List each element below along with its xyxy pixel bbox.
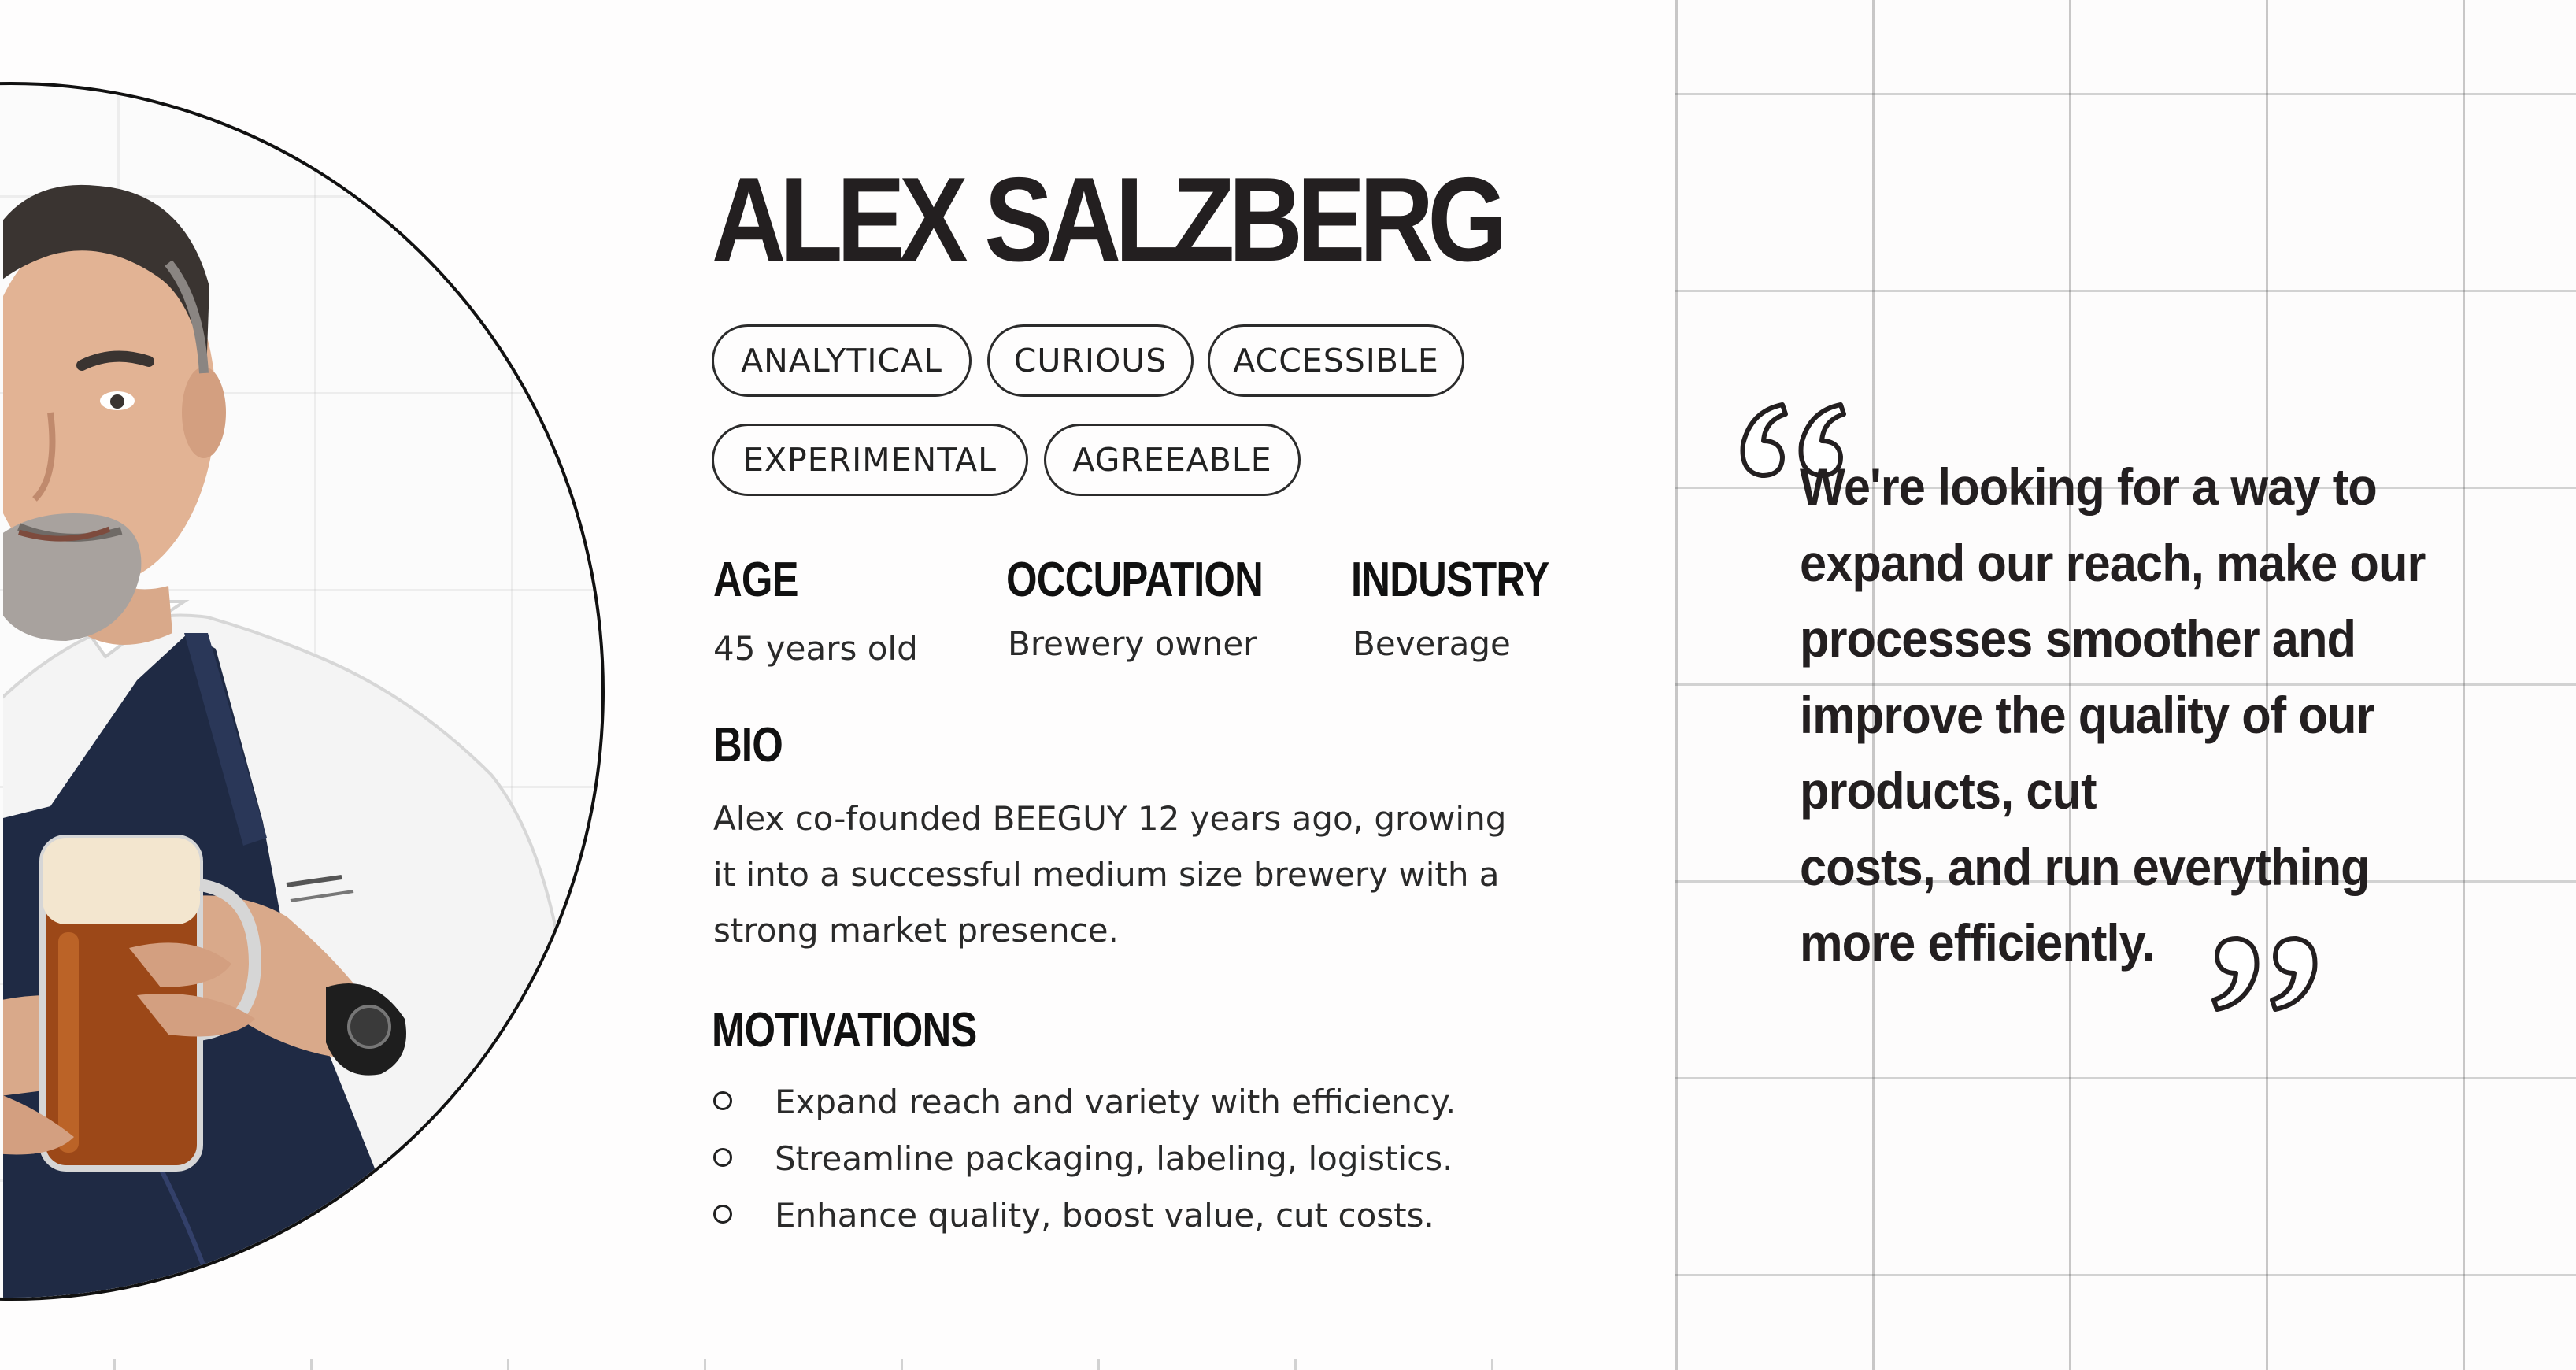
circle-bullet-icon bbox=[713, 1091, 732, 1110]
portrait-illustration bbox=[3, 82, 605, 1301]
motivation-text: Enhance quality, boost value, cut costs. bbox=[775, 1196, 1434, 1235]
circle-bullet-icon bbox=[713, 1148, 732, 1167]
bio-text: Alex co-founded BEEGUY 12 years ago, growing it into a successful medium size brewery with a strong market presence. bbox=[713, 799, 1507, 950]
motivation-item bbox=[712, 1131, 1456, 1187]
bio-label: BIO bbox=[713, 718, 783, 772]
motivations-list bbox=[712, 1074, 1456, 1244]
circle-bullet-icon bbox=[713, 1205, 732, 1224]
motivations-label: MOTIVATIONS bbox=[712, 1003, 977, 1057]
background-grid-ticks bbox=[0, 1359, 1675, 1370]
age-value: 45 years old bbox=[713, 629, 918, 668]
occupation-value: Brewery owner bbox=[1008, 624, 1257, 663]
motivation-item bbox=[712, 1187, 1456, 1244]
quote-text: We're looking for a way to expand our reach, make our processes smoother and improve the quality of our products, cut costs, and run everything more efficiently. bbox=[1800, 457, 2426, 972]
industry-label: INDUSTRY bbox=[1351, 553, 1549, 607]
age-label: AGE bbox=[713, 553, 798, 607]
trait-tag-agreeable: AGREEABLE bbox=[1044, 424, 1301, 496]
occupation-label: OCCUPATION bbox=[1006, 553, 1264, 607]
industry-value: Beverage bbox=[1353, 624, 1511, 663]
trait-tag-accessible: ACCESSIBLE bbox=[1208, 324, 1464, 397]
trait-tag-experimental: EXPERIMENTAL bbox=[712, 424, 1028, 496]
close-quote-icon bbox=[2204, 923, 2322, 1017]
motivation-item bbox=[712, 1074, 1456, 1131]
trait-tag-analytical: ANALYTICAL bbox=[712, 324, 972, 397]
trait-tag-curious: CURIOUS bbox=[987, 324, 1194, 397]
portrait-photo bbox=[0, 82, 605, 1301]
persona-name: ALEX SALZBERG bbox=[712, 153, 1502, 287]
motivation-text: Streamline packaging, labeling, logistics. bbox=[775, 1139, 1453, 1178]
motivation-text: Expand reach and variety with efficiency. bbox=[775, 1083, 1456, 1121]
